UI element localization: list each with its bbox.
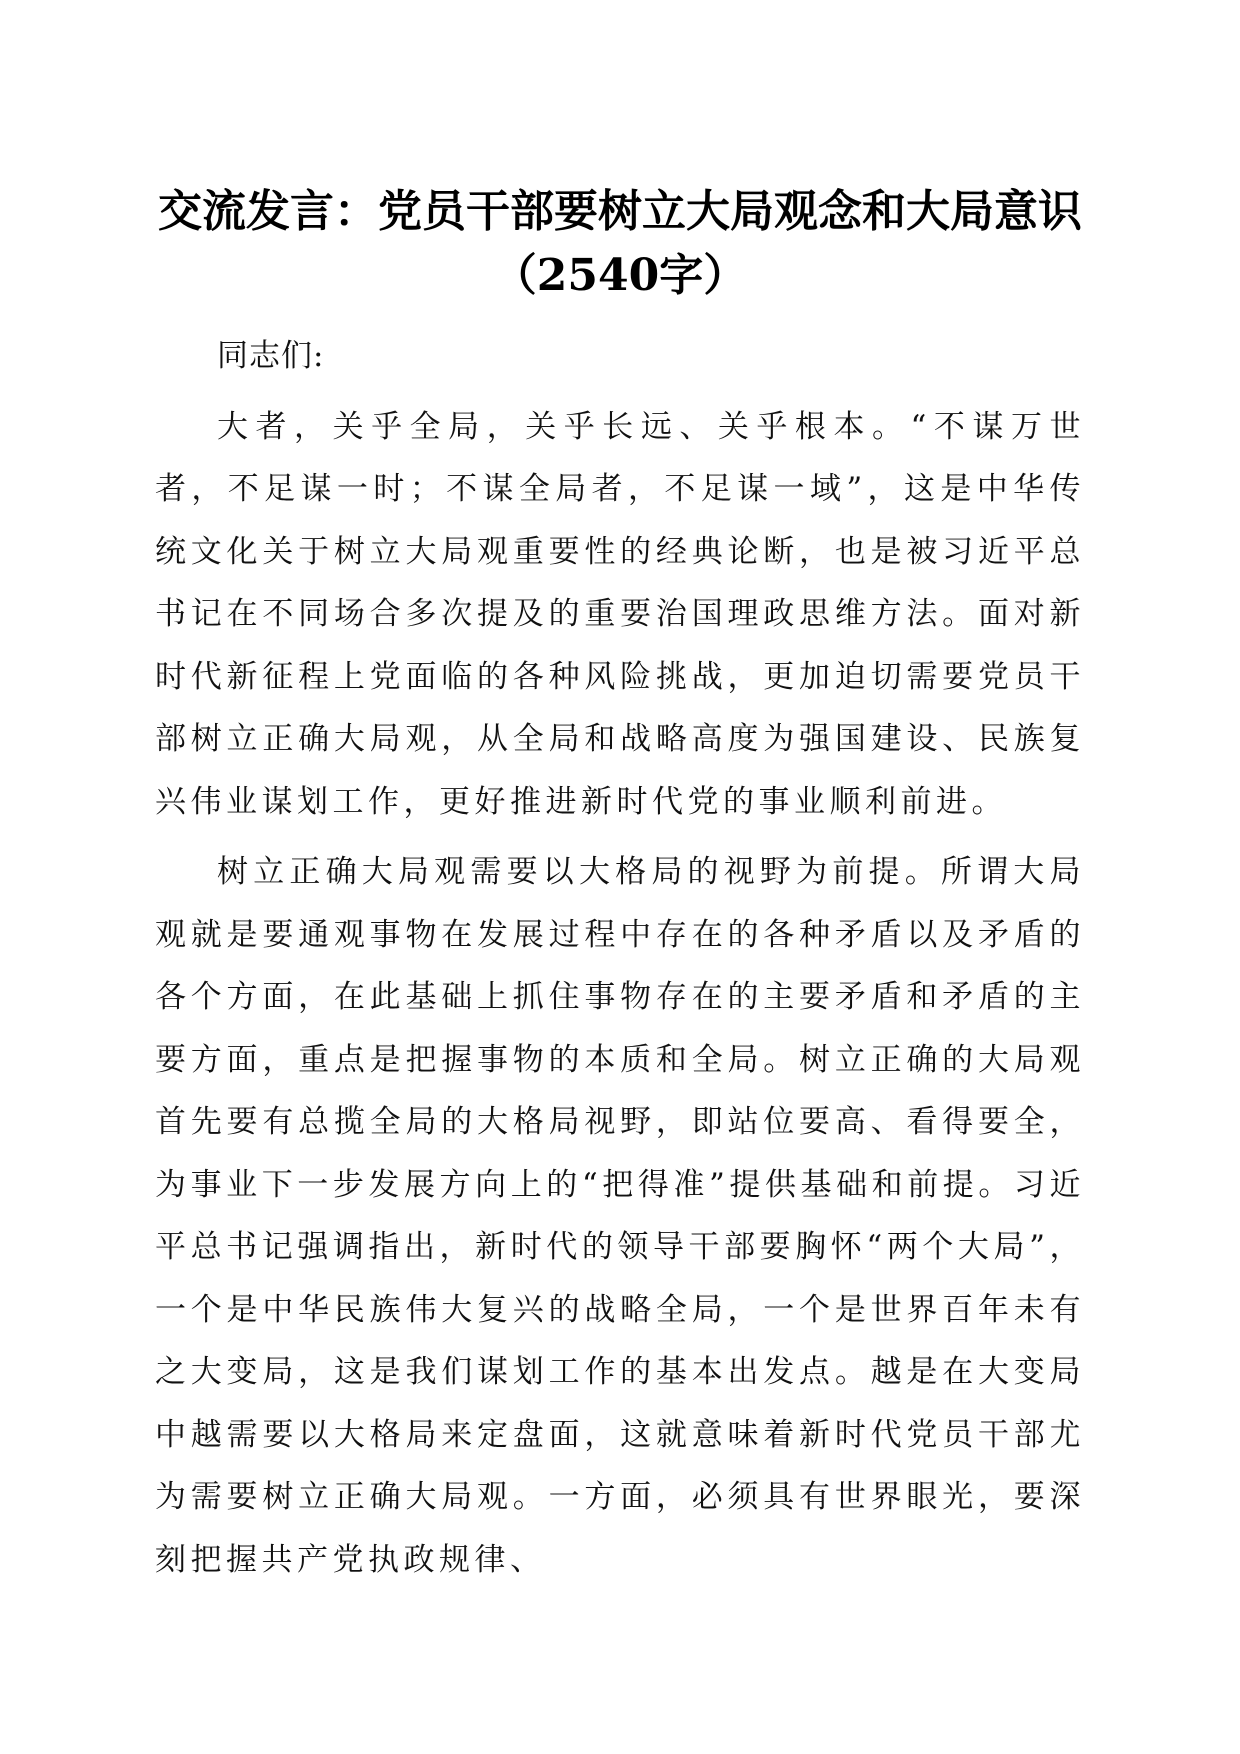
document-title: 交流发言：党员干部要树立大局观念和大局意识（2540字） bbox=[158, 186, 1082, 301]
document-body bbox=[155, 325, 1085, 1591]
paragraph-1: 大者，关乎全局，关乎长远、关乎根本。“不谋万世者，不足谋一时；不谋全局者，不足谋一域”，这是中华传统文化关于树立大局观重要性的经典论断，也是被习近平总书记在不同场合多次提及的重要治国理政思维方法。面对新时代新征程上党面临的各种风险挑战，更加迫切需要党员干部树立正确大局观，从全局和战略高度为强国建设、民族复兴伟业谋划工作，更好推进新时代党的事业顺利前进。 bbox=[155, 408, 1085, 820]
paragraph-2: 树立正确大局观需要以大格局的视野为前提。所谓大局观就是要通观事物在发展过程中存在的各种矛盾以及矛盾的各个方面，在此基础上抓住事物存在的主要矛盾和矛盾的主要方面，重点是把握事物的本质和全局。树立正确的大局观首先要有总揽全局的大格局视野，即站位要高、看得要全，为事业下一步发展方向上的“把得准”提供基础和前提。习近平总书记强调指出，新时代的领导干部要胸怀“两个大局”，一个是中华民族伟大复兴的战略全局，一个是世界百年未有之大变局，这是我们谋划工作的基本出发点。越是在大变局中越需要以大格局来定盘面，这就意味着新时代党员干部尤为需要树立正确大局观。一方面，必须具有世界眼光，要深刻把握共产党执政规律、 bbox=[155, 854, 1085, 1578]
salutation: 同志们: bbox=[217, 338, 325, 374]
